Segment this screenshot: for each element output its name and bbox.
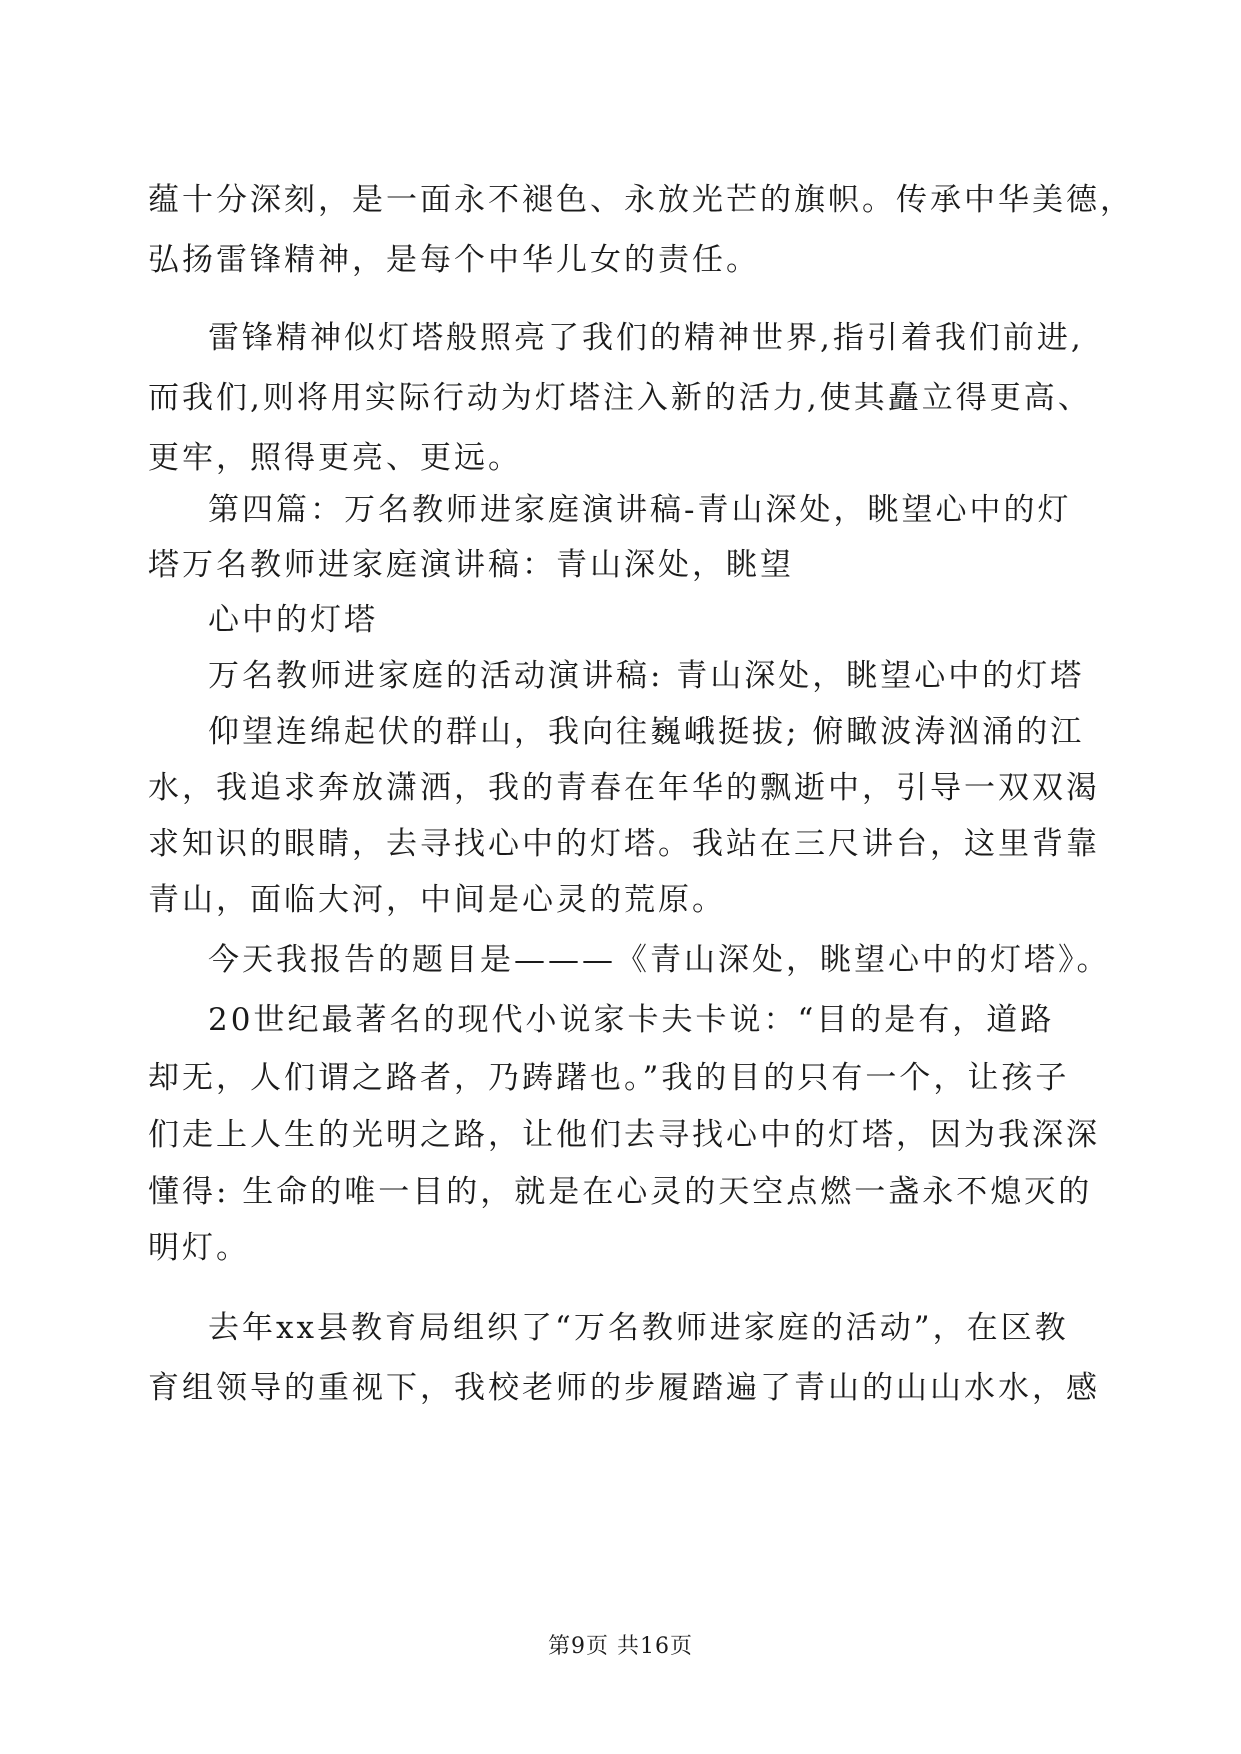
line-text: 塔万名教师进家庭演讲稿：青山深处，眺望 xyxy=(148,547,794,583)
line-text: 去年xx县教育局组织了“万名教师进家庭的活动”，在区教 xyxy=(208,1310,1069,1346)
line-text: 更牢，照得更亮、更远。 xyxy=(148,440,522,476)
line-text: 仰望连绵起伏的群山，我向往巍峨挺拔; 俯瞰波涛汹涌的江 xyxy=(208,714,1085,750)
line-text: 20世纪最著名的现代小说家卡夫卡说：“目的是有，道路 xyxy=(208,1002,1055,1038)
line-text: 却无，人们谓之路者，乃踌躇也。”我的目的只有一个，让孩子 xyxy=(148,1060,1070,1096)
line-text: 蕴十分深刻，是一面永不褪色、永放光芒的旗帜。传承中华美德， xyxy=(148,182,1134,218)
line-text: 明灯。 xyxy=(148,1230,250,1266)
line-text: 育组领导的重视下，我校老师的步履踏遍了青山的山山水水，感 xyxy=(148,1370,1100,1406)
line-text: 求知识的眼睛，去寻找心中的灯塔。我站在三尺讲台，这里背靠 xyxy=(148,826,1100,862)
line-text: 心中的灯塔 xyxy=(208,602,378,638)
line-text: 而我们,则将用实际行动为灯塔注入新的活力,使其矗立得更高、 xyxy=(148,380,1092,416)
line-text: 懂得: 生命的唯一目的，就是在心灵的天空点燃一盏永不熄灭的 xyxy=(148,1174,1093,1210)
line-text: 青山，面临大河，中间是心灵的荒原。 xyxy=(148,882,726,918)
line-text: 们走上人生的光明之路，让他们去寻找心中的灯塔，因为我深深 xyxy=(148,1117,1100,1153)
line-text: 弘扬雷锋精神，是每个中华儿女的责任。 xyxy=(148,242,760,278)
line-text: 今天我报告的题目是———《青山深处，眺望心中的灯塔》。 xyxy=(208,942,1111,978)
page-footer: 第9页 共16页 xyxy=(548,1634,693,1659)
line-text: 水，我追求奔放潇洒，我的青春在年华的飘逝中，引导一双双渴 xyxy=(148,770,1100,806)
line-text: 雷锋精神似灯塔般照亮了我们的精神世界,指引着我们前进, xyxy=(208,320,1084,356)
line-text: 万名教师进家庭的活动演讲稿: 青山深处，眺望心中的灯塔 xyxy=(208,658,1085,694)
line-text: 第四篇：万名教师进家庭演讲稿-青山深处，眺望心中的灯 xyxy=(208,492,1072,528)
